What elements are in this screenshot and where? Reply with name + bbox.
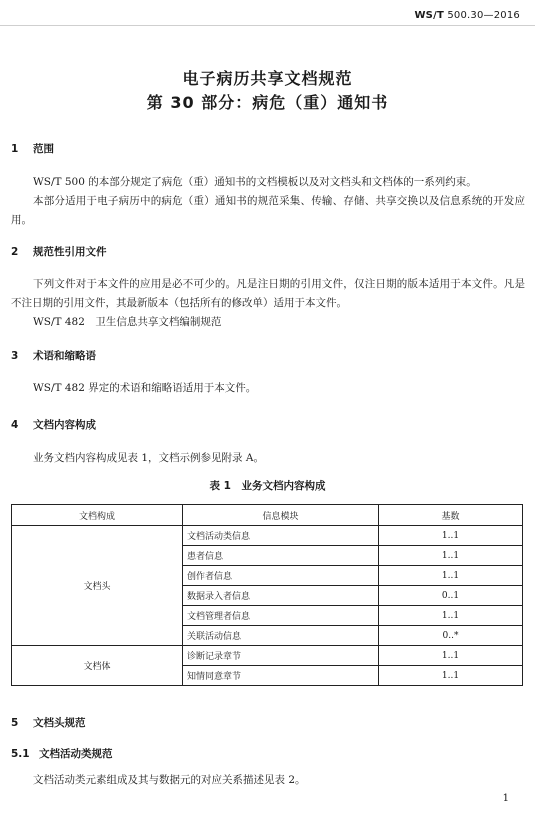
page-header <box>414 10 520 21</box>
section-4-heading <box>11 417 96 432</box>
standard-number: 500.30—2016 <box>447 10 520 21</box>
cardinality-cell: 1..1 <box>379 646 523 666</box>
section-3-heading <box>11 348 96 363</box>
table-row <box>12 646 523 666</box>
module-cell: 创作者信息 <box>183 566 379 586</box>
section-4-paragraph-1: 业务文档内容构成见表 1，文档示例参见附录 A。 <box>33 452 264 464</box>
section-2-paragraph-1: 下列文件对于本文件的应用是必不可少的。凡是注日期的引用文件，仅注日期的版本适用于本文件。凡是不注日期的引用文件，其最新版本（包括所有的修改单）适用于本文件。 <box>11 278 525 309</box>
section-1-paragraph-1: WS/T 500 的本部分规定了病危（重）通知书的文档模板以及对文档头和文档体的一系列约束。 <box>33 176 477 188</box>
content-structure-table <box>11 504 523 686</box>
section-5-heading <box>11 715 86 730</box>
header-divider <box>0 25 535 26</box>
cardinality-cell: 1..1 <box>379 526 523 546</box>
section-number: 5 <box>11 717 19 729</box>
normative-reference: WS/T 482 卫生信息共享文档编制规范 <box>33 316 222 328</box>
section-title: 范围 <box>33 143 54 155</box>
group-cell: 文档体 <box>12 646 183 686</box>
table-row <box>12 526 523 546</box>
cardinality-cell: 0..* <box>379 626 523 646</box>
cardinality-cell: 1..1 <box>379 606 523 626</box>
cardinality-cell: 0..1 <box>379 586 523 606</box>
header-cell: 信息模块 <box>183 505 379 526</box>
cardinality-cell: 1..1 <box>379 666 523 686</box>
table-caption: 表 1 业务文档内容构成 <box>209 480 326 492</box>
section-title: 文档头规范 <box>33 717 86 729</box>
group-cell: 文档头 <box>12 526 183 646</box>
section-number: 2 <box>11 246 19 258</box>
section-5-1-paragraph-1: 文档活动类元素组成及其与数据元的对应关系描述见表 2。 <box>33 774 306 786</box>
section-3-paragraph-1: WS/T 482 界定的术语和缩略语适用于本文件。 <box>33 382 257 394</box>
standard-prefix: WS/T <box>414 10 444 21</box>
module-cell: 文档活动类信息 <box>183 526 379 546</box>
document-title: 电子病历共享文档规范 <box>182 69 353 88</box>
module-cell: 文档管理者信息 <box>183 606 379 626</box>
cardinality-cell: 1..1 <box>379 546 523 566</box>
section-title: 文档内容构成 <box>33 419 96 431</box>
page-number: 1 <box>502 793 509 804</box>
section-1-heading <box>11 141 54 156</box>
section-2-heading <box>11 244 107 259</box>
module-cell: 数据录入者信息 <box>183 586 379 606</box>
header-cell: 文档构成 <box>12 505 183 526</box>
section-title: 规范性引用文件 <box>33 246 107 258</box>
module-cell: 关联活动信息 <box>183 626 379 646</box>
section-number: 1 <box>11 143 19 155</box>
document-subtitle: 第 30 部分：病危（重）通知书 <box>146 93 389 112</box>
section-title: 文档活动类规范 <box>39 748 113 760</box>
section-number: 4 <box>11 419 19 431</box>
module-cell: 患者信息 <box>183 546 379 566</box>
module-cell: 诊断记录章节 <box>183 646 379 666</box>
header-cell: 基数 <box>379 505 523 526</box>
section-number: 5.1 <box>11 748 30 760</box>
section-number: 3 <box>11 350 19 362</box>
module-cell: 知情同意章节 <box>183 666 379 686</box>
section-5-1-heading <box>11 746 113 761</box>
section-1-paragraph-2: 本部分适用于电子病历中的病危（重）通知书的规范采集、传输、存储、共享交换以及信息系统的开发应用。 <box>11 195 525 226</box>
cardinality-cell: 1..1 <box>379 566 523 586</box>
table-header-row <box>12 505 523 526</box>
section-title: 术语和缩略语 <box>33 350 96 362</box>
